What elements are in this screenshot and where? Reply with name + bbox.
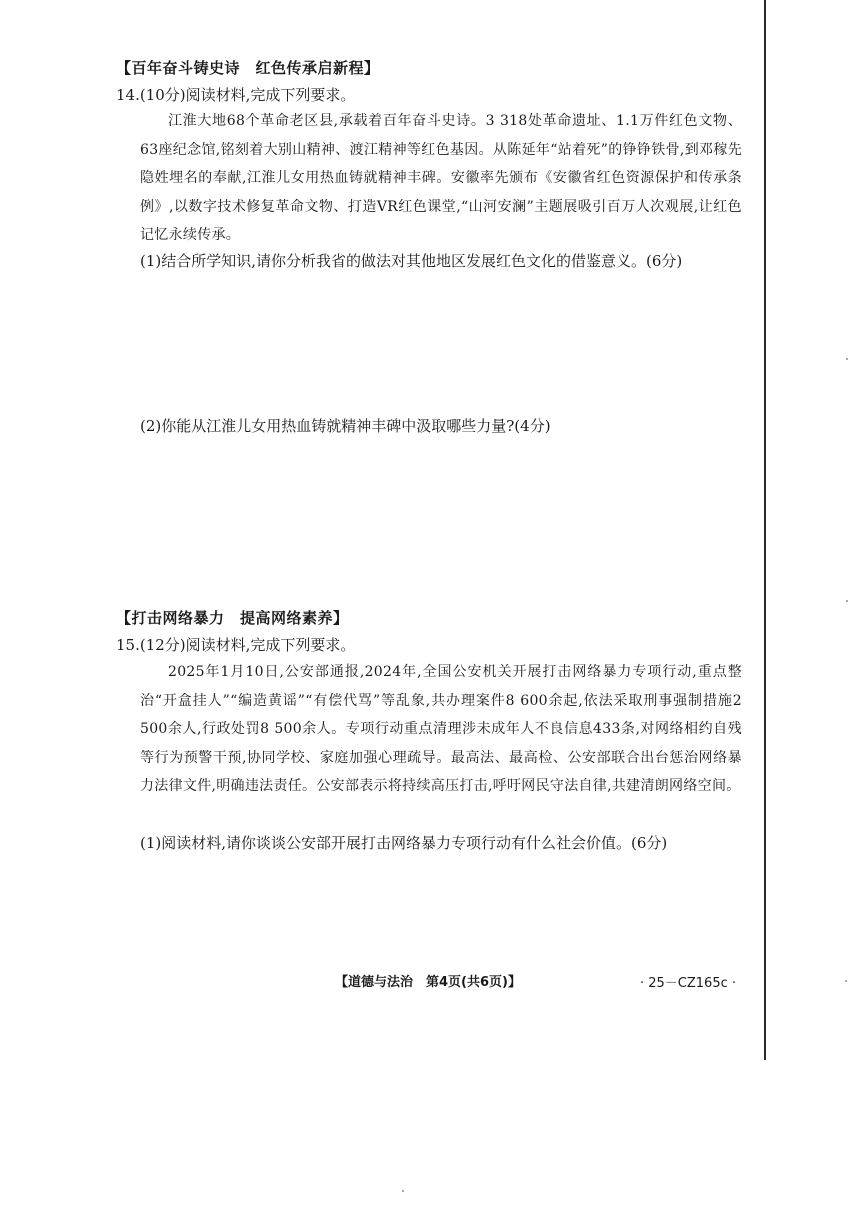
scan-speck xyxy=(845,980,847,982)
question-15-material: 2025年1月10日,公安部通报,2024年,全国公安机关开展打击网络暴力专项行动,重点整治“开盒挂人”“编造黄谣”“有偿代骂”等乱象,共办理案件8 600余起,依法采取刑事强制措施2 500余人,行政处罚8 500余人。专项行动重点清理涉未成年人不良信息433条,对网络相约自残等行为预警干预,协同学校、家庭加强心理疏导。最高法、最高检、公安部联合出台惩治网络暴力法律文件,明确违法责任。公安部表示将持续高压打击,呼吁网民守法自律,共建清朗网络空间。 xyxy=(140,664,742,794)
binding-line xyxy=(764,0,766,1060)
section-title-red-heritage: 【百年奋斗铸史诗 红色传承启新程】 xyxy=(116,59,380,77)
scan-speck xyxy=(846,358,848,360)
question-15-head: 15.(12分)阅读材料,完成下列要求。 xyxy=(116,636,356,654)
question-14-sub-2: (2)你能从江淮儿女用热血铸就精神丰碑中汲取哪些力量?(4分) xyxy=(140,417,551,435)
scan-speck xyxy=(402,1190,404,1192)
question-14-material: 江淮大地68个革命老区县,承载着百年奋斗史诗。3 318处革命遗址、1.1万件红色文物、63座纪念馆,铭刻着大别山精神、渡江精神等红色基因。从陈延年“站着死”的铮铮铁骨,到邓稼先隐姓埋名的奉献,江淮儿女用热血铸就精神丰碑。安徽率先颁布《安徽省红色资源保护和传承条例》,以数字技术修复革命文物、打造VR红色课堂,“山河安澜”主题展吸引百万人次观展,让红色记忆永续传承。 xyxy=(140,113,742,243)
question-14-sub-1: (1)结合所学知识,请你分析我省的做法对其他地区发展红色文化的借鉴意义。(6分) xyxy=(140,252,683,270)
page-footer-code: · 25－CZ165c · xyxy=(640,976,737,991)
scan-speck xyxy=(846,600,848,602)
question-14-head: 14.(10分)阅读材料,完成下列要求。 xyxy=(116,86,356,104)
page-footer-label: 【道德与法治 第4页(共6页)】 xyxy=(335,975,521,990)
question-15-sub-1: (1)阅读材料,请你谈谈公安部开展打击网络暴力专项行动有什么社会价值。(6分) xyxy=(140,834,668,852)
section-title-cyber-violence: 【打击网络暴力 提高网络素养】 xyxy=(116,609,349,627)
